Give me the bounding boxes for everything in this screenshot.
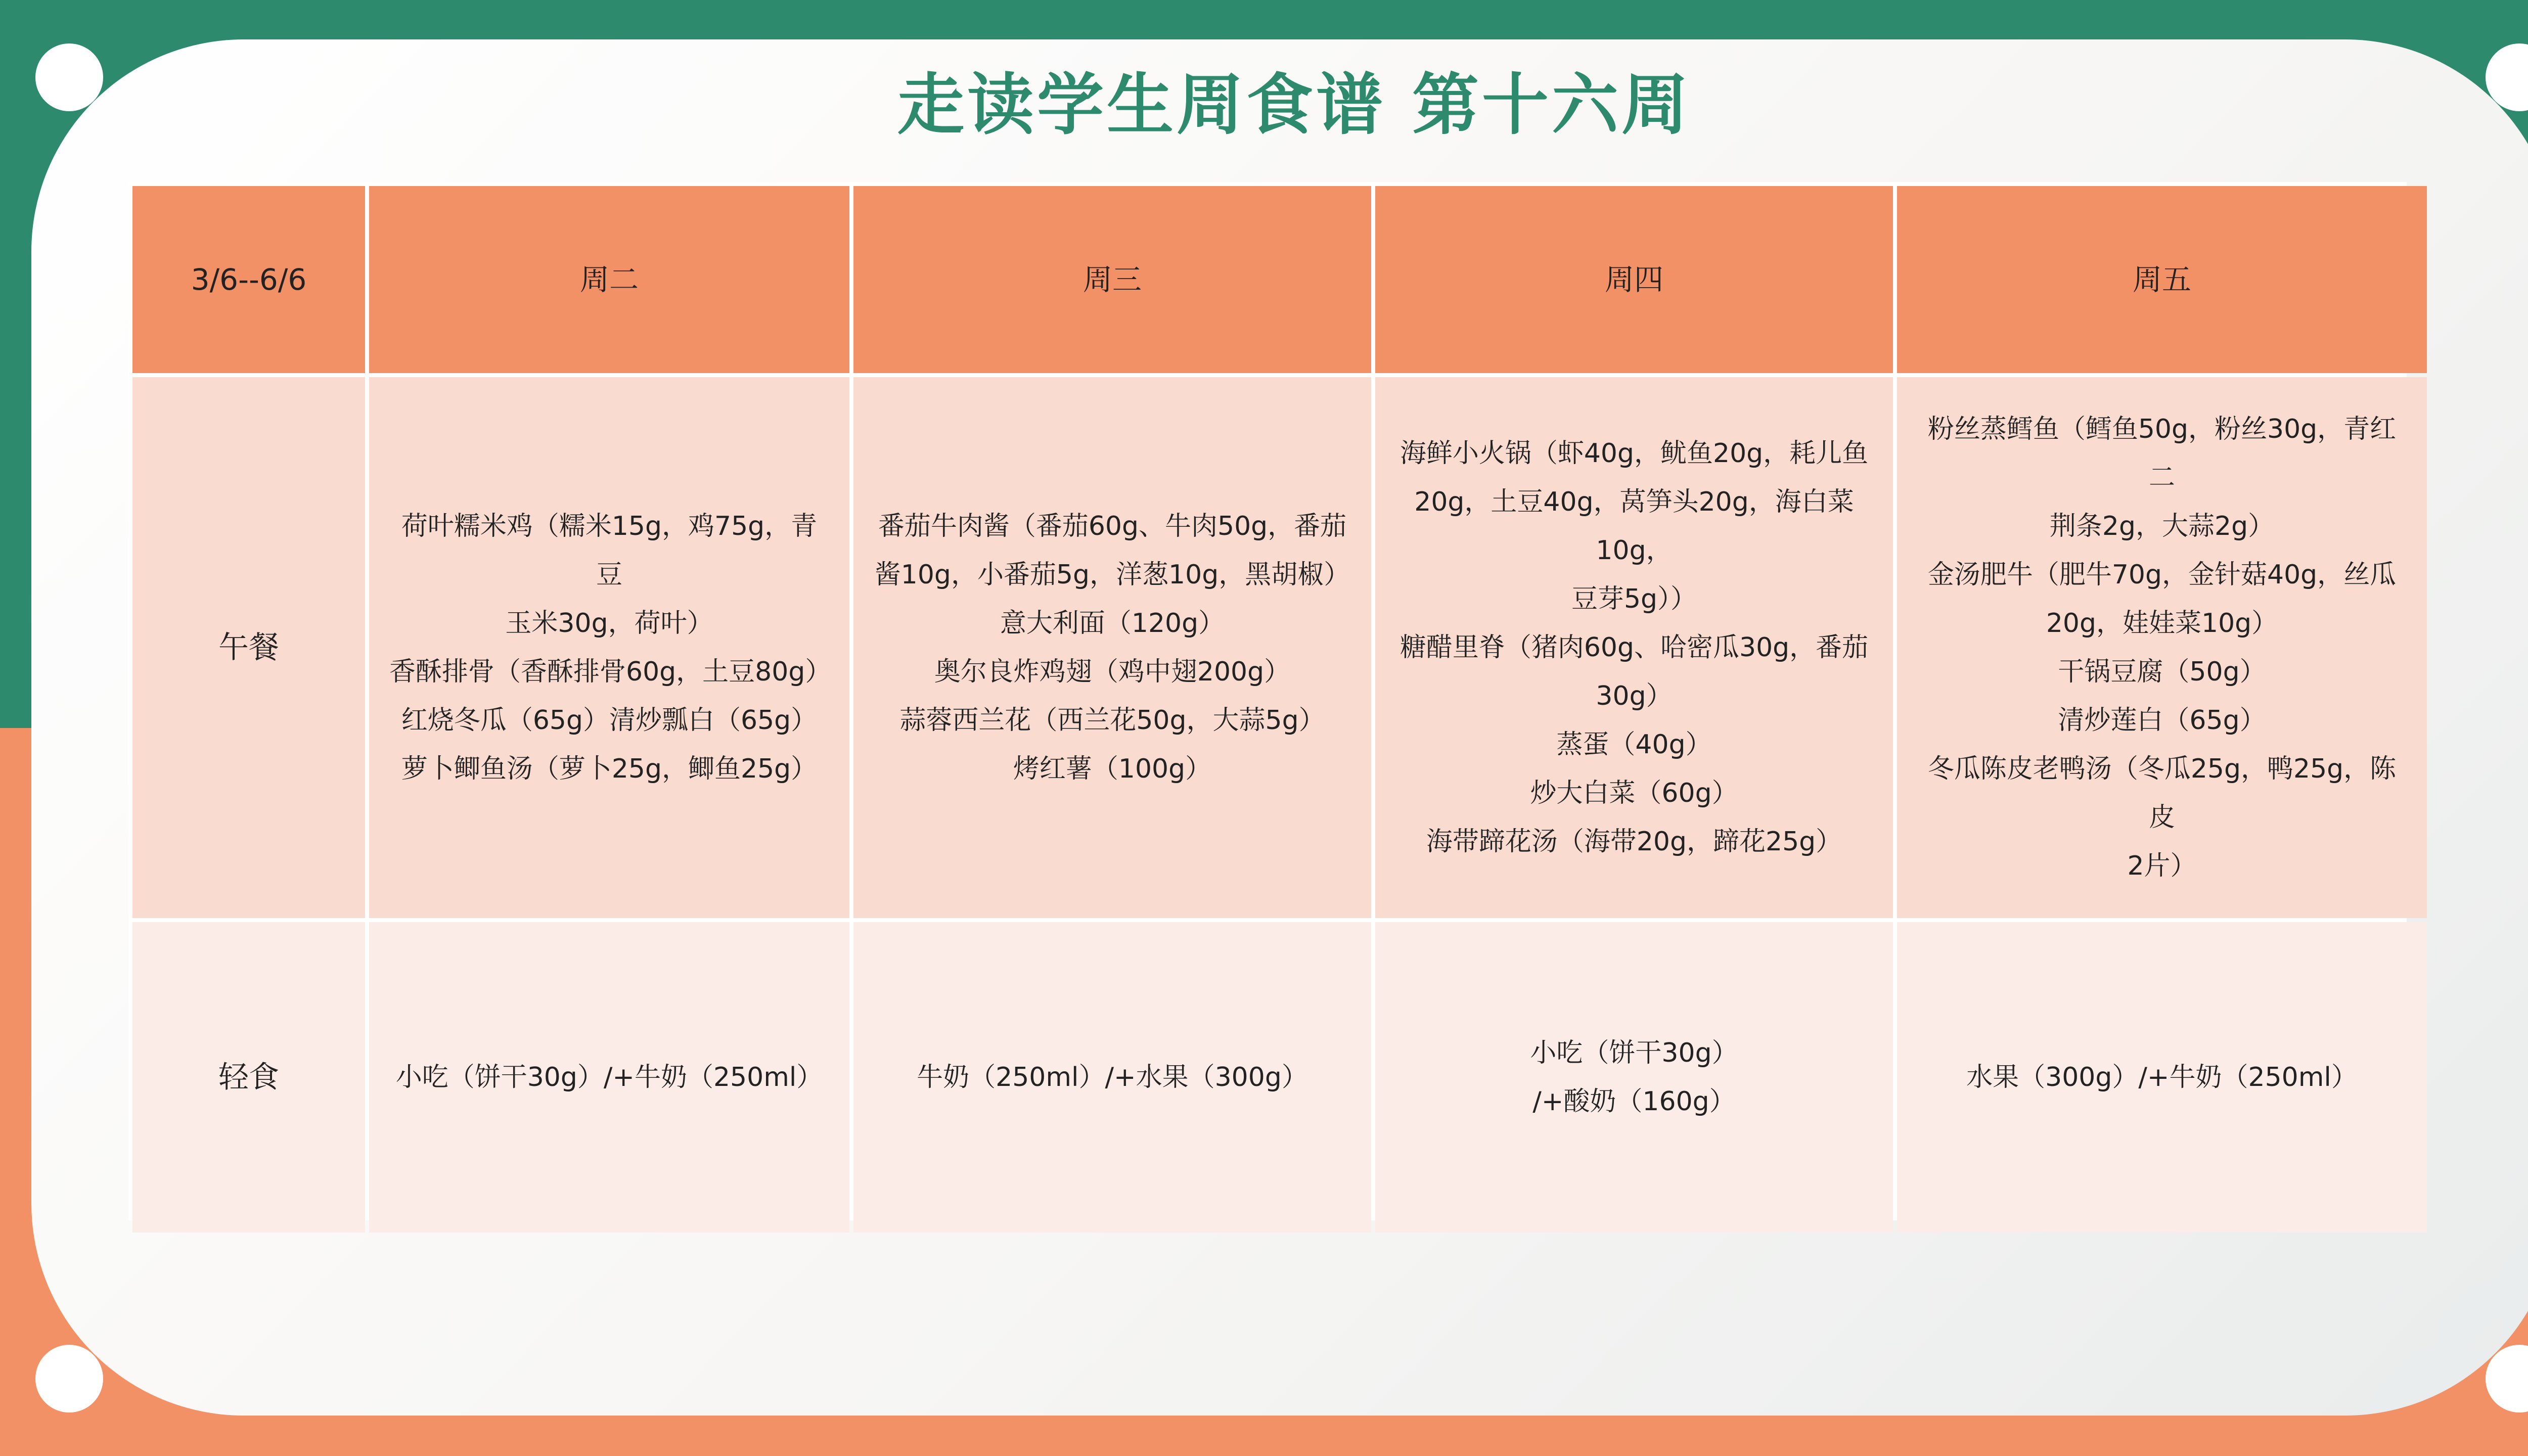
lunch-cell — [1897, 377, 2427, 918]
snack-cell — [369, 922, 849, 1233]
menu-line: 牛奶（250ml）/+水果（300g） — [917, 1062, 1308, 1093]
menu-line: 30g） — [1596, 681, 1673, 711]
row-label-lunch: 午餐 — [132, 377, 365, 918]
menu-line: 小吃（饼干30g） — [1530, 1038, 1738, 1068]
menu-line: 酱10g，小番茄5g，洋葱10g，黑胡椒） — [874, 560, 1350, 590]
menu-line: 海带蹄花汤（海带20g，蹄花25g） — [1426, 827, 1842, 857]
page-title: 走读学生周食谱 第十六周 — [897, 66, 1691, 144]
menu-line: 荷叶糯米鸡（糯米15g，鸡75g，青豆 — [401, 511, 818, 590]
menu-line: 蒸蛋（40g） — [1556, 730, 1712, 760]
menu-lines — [1395, 429, 1873, 866]
menu-line: 小吃（饼干30g）/+牛奶（250ml） — [395, 1062, 823, 1093]
menu-line: 香酥排骨（香酥排骨60g，土豆80g） — [389, 657, 832, 687]
menu-line: 红烧冬瓜（65g）清炒瓢白（65g） — [401, 705, 818, 736]
menu-lines — [917, 1053, 1308, 1102]
menu-line: 粉丝蒸鳕鱼（鳕鱼50g，粉丝30g，青红二 — [1927, 414, 2397, 493]
menu-line: 水果（300g）/+牛奶（250ml） — [1966, 1062, 2358, 1093]
header-day: 周四 — [1375, 186, 1893, 373]
menu-line: 荆条2g，大蒜2g） — [2049, 511, 2275, 541]
menu-lines — [1966, 1053, 2358, 1102]
snack-cell — [853, 922, 1371, 1233]
header-day: 周三 — [853, 186, 1371, 373]
menu-line: 干锅豆腐（50g） — [2058, 657, 2266, 687]
lunch-cell — [1375, 377, 1893, 918]
row-label-snack: 轻食 — [132, 922, 365, 1233]
header-day: 周五 — [1897, 186, 2427, 373]
menu-line: 海鲜小火锅（虾40g，鱿鱼20g，耗儿鱼 — [1400, 438, 1869, 469]
menu-line: 炒大白菜（60g） — [1530, 778, 1738, 808]
menu-line: 20g，娃娃菜10g） — [2046, 608, 2278, 639]
menu-line: 奥尔良炸鸡翅（鸡中翅200g） — [934, 657, 1291, 687]
menu-line: 2片） — [2127, 851, 2197, 881]
menu-line: 番茄牛肉酱（番茄60g、牛肉50g，番茄 — [878, 511, 1347, 541]
lunch-cell — [369, 377, 849, 918]
menu-lines — [875, 502, 1350, 793]
menu-line: 烤红薯（100g） — [1013, 754, 1212, 784]
menu-lines — [1917, 405, 2407, 890]
menu-line: 20g，土豆40g，莴笋头20g，海白菜10g， — [1414, 487, 1854, 566]
menu-line: 清炒莲白（65g） — [2058, 705, 2266, 736]
menu-line: 糖醋里脊（猪肉60g、哈密瓜30g，番茄 — [1400, 632, 1869, 663]
menu-line: 意大利面（120g） — [1000, 608, 1225, 639]
menu-lines — [1530, 1029, 1738, 1126]
snack-cell — [1375, 922, 1893, 1233]
header-day: 周二 — [369, 186, 849, 373]
menu-line: 豆芽5g）） — [1571, 584, 1697, 614]
lunch-cell — [853, 377, 1371, 918]
menu-lines — [389, 502, 832, 793]
menu-table — [128, 182, 2407, 1220]
menu-line: 金汤肥牛（肥牛70g，金针菇40g，丝瓜 — [1927, 560, 2397, 590]
menu-line: 萝卜鲫鱼汤（萝卜25g，鲫鱼25g） — [401, 754, 818, 784]
menu-lines — [396, 1053, 823, 1102]
decorative-dot-bottom-left — [35, 1345, 103, 1413]
snack-cell — [1897, 922, 2427, 1233]
header-date-range: 3/6--6/6 — [132, 186, 365, 373]
menu-line: /+酸奶（160g） — [1532, 1086, 1736, 1117]
menu-line: 冬瓜陈皮老鸭汤（冬瓜25g，鸭25g，陈皮 — [1927, 754, 2397, 833]
menu-line: 玉米30g，荷叶） — [505, 608, 713, 639]
menu-line: 蒜蓉西兰花（西兰花50g，大蒜5g） — [899, 705, 1325, 736]
